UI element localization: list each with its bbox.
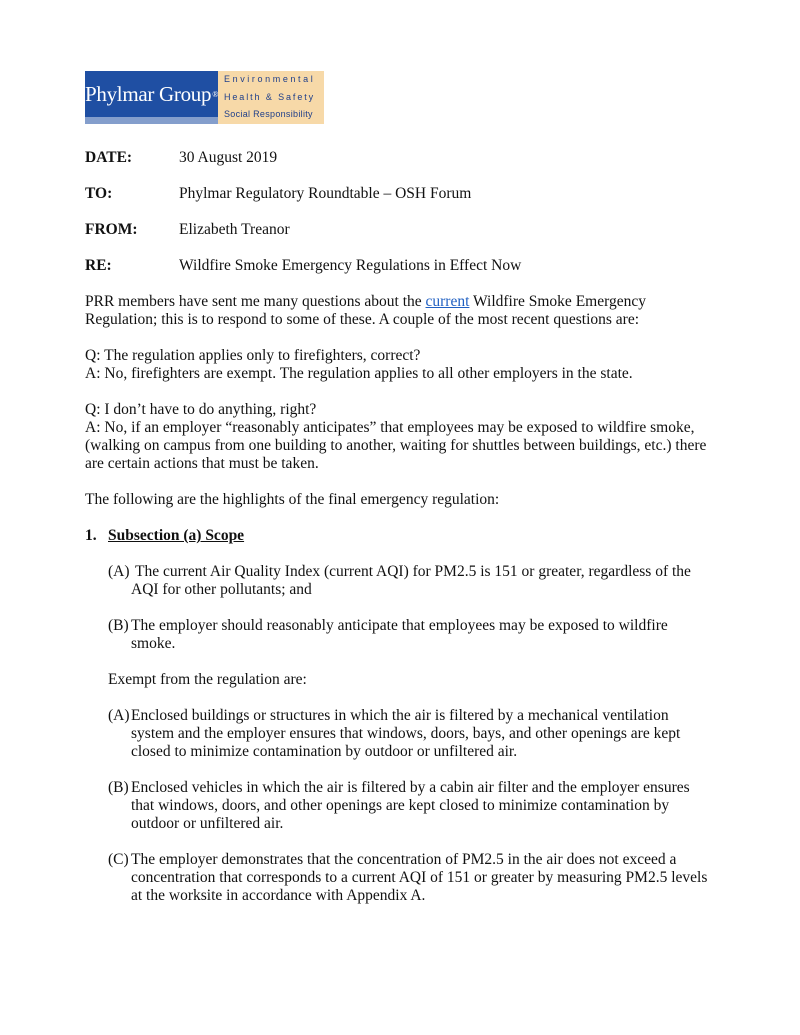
from-label: FROM: [85,221,138,238]
exempt-item-b-line-3: outdoor or unfiltered air. [131,815,284,832]
exempt-item-a-line-1: Enclosed buildings or structures in which the air is filtered by a mechanical ventilation [131,707,669,724]
exempt-item-c-marker: (C) [108,851,129,868]
exempt-item-c-line-1: The employer demonstrates that the concentration of PM2.5 in the air does not exceed a [131,851,677,868]
exempt-item-b-line-1: Enclosed vehicles in which the air is filtered by a cabin air filter and the employer ensures [131,779,690,796]
exempt-item-a-marker: (A) [108,707,130,724]
memo-re-row [85,257,521,275]
scope-item-a-line-2: AQI for other pollutants; and [131,581,312,598]
exempt-item-c-line-2: concentration that corresponds to a current AQI of 151 or greater by measuring PM2.5 levels [131,869,708,886]
intro-text-before: PRR members have sent me many questions about the [85,293,426,310]
scope-item-b-marker: (B) [108,617,129,634]
re-label: RE: [85,257,112,274]
exempt-label: Exempt from the regulation are: [108,671,307,688]
scope-item-a-marker: (A) [108,563,130,580]
intro-line-2: Regulation; this is to respond to some of these. A couple of the most recent questions are: [85,311,640,328]
exempt-item-b-marker: (B) [108,779,129,796]
current-regulation-link[interactable]: current [425,293,470,310]
logo-tagline-block [218,71,324,124]
date-value: 30 August 2019 [179,149,278,166]
memo-from-row [85,221,290,239]
memo-date-row [85,149,277,167]
section-1-number: 1. [85,527,97,544]
to-value: Phylmar Regulatory Roundtable – OSH Forum [179,185,472,202]
exempt-item-b-line-2: that windows, doors, and other openings are kept closed to minimize contamination by [131,797,670,814]
re-value: Wildfire Smoke Emergency Regulations in Effect Now [179,257,522,274]
scope-item-b-line-2: smoke. [131,635,176,652]
section-1-title: Subsection (a) Scope [108,527,245,544]
logo-tagline-1: Environmental [224,74,316,84]
logo-tagline-2: Health & Safety [224,92,316,102]
logo-underbar [85,117,218,124]
to-label: TO: [85,185,113,202]
scope-item-a-line-1: The current Air Quality Index (current AQI) for PM2.5 is 151 or greater, regardless of the [135,563,691,580]
answer-1-line-1: A: No, firefighters are exempt. The regulation applies to all other employers in the state. [85,365,633,382]
section-1-heading [85,527,244,545]
logo-reg-mark: ® [212,89,218,99]
logo-brand-block [85,71,218,117]
question-1: Q: The regulation applies only to firefighters, correct? [85,347,421,364]
answer-2-line-3: are certain actions that must be taken. [85,455,319,472]
memo-to-row [85,185,471,203]
exempt-item-c-line-3: at the worksite in accordance with Appendix A. [131,887,426,904]
date-label: DATE: [85,149,133,166]
company-logo [85,71,324,124]
from-value: Elizabeth Treanor [179,221,290,238]
logo-tagline-3: Social Responsibility [224,109,313,119]
highlights-intro: The following are the highlights of the final emergency regulation: [85,491,500,508]
intro-line-1 [85,293,646,311]
question-2: Q: I don’t have to do anything, right? [85,401,317,418]
answer-2-line-2: (walking on campus from one building to another, waiting for shuttles between buildings, etc.) there [85,437,707,454]
answer-2-line-1: A: No, if an employer “reasonably anticipates” that employees may be exposed to wildfire smoke, [85,419,695,436]
scope-item-b-line-1: The employer should reasonably anticipate that employees may be exposed to wildfire [131,617,668,634]
logo-brand-name: Phylmar Group [85,81,212,106]
exempt-item-a-line-2: system and the employer ensures that windows, doors, bays, and other openings are kept [131,725,681,742]
exempt-item-a-line-3: closed to minimize contamination by outdoor or unfiltered air. [131,743,518,760]
intro-text-after: Wildfire Smoke Emergency [469,293,646,310]
